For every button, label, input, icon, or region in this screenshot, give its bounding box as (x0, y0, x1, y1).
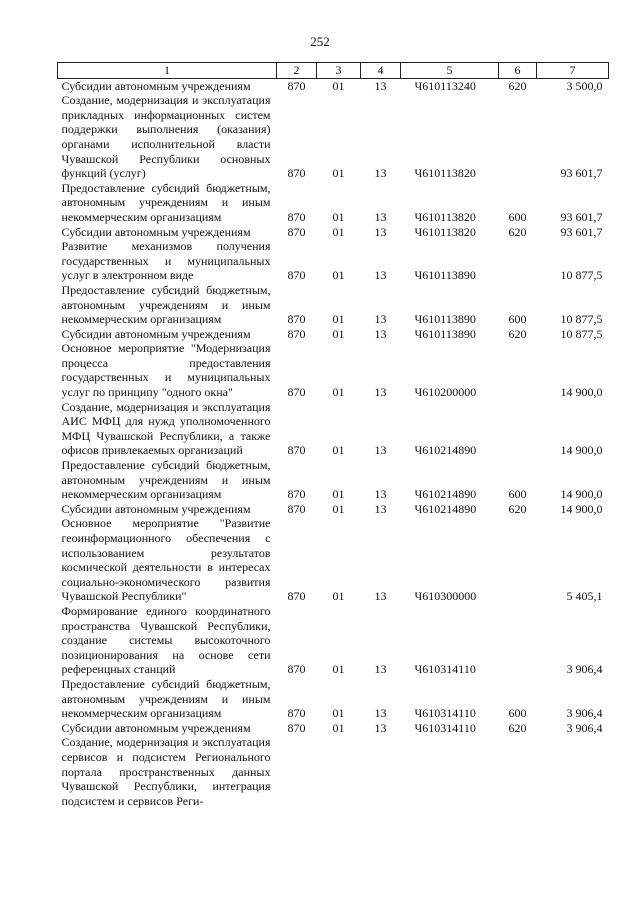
amount: 14 900,0 (560, 501, 603, 516)
amount: 93 601,7 (560, 166, 603, 181)
amount: 3 906,4 (566, 662, 603, 677)
expense-type: 600 (508, 312, 527, 327)
target-article: Ч610113240 (414, 78, 476, 93)
subsection-code (361, 735, 401, 808)
table-row (58, 516, 609, 604)
ministry-code: 870 (287, 166, 306, 181)
col-header-5: 5 (401, 63, 499, 79)
table-row (58, 604, 609, 677)
ministry-code: 870 (287, 443, 306, 458)
target-article: Ч610214890 (414, 443, 477, 458)
target-article: Ч610200000 (414, 385, 477, 400)
row-name: Создание, модернизация и эксплуатация АИС МФЦ для нужд уполномоченного МФЦ Чувашской Республики, а также офисов привлекаемых организаций (61, 399, 271, 458)
row-name: Развитие механизмов получения государственных и муниципальных услуг в электронном виде (61, 239, 271, 283)
expense-type (499, 341, 537, 399)
target-article: Ч610113890 (414, 268, 476, 283)
table-row (58, 93, 609, 181)
table-row (58, 181, 609, 225)
header-row (58, 63, 609, 79)
expense-type (499, 516, 537, 604)
col-header-4: 4 (361, 63, 401, 79)
ministry-code: 870 (287, 268, 306, 283)
expense-type: 620 (508, 720, 527, 735)
col-header-3: 3 (317, 63, 361, 79)
expense-type: 620 (508, 501, 527, 516)
target-article (401, 735, 499, 808)
section-code: 01 (332, 209, 345, 224)
section-code: 01 (332, 166, 345, 181)
ministry-code: 870 (287, 312, 306, 327)
expense-type (499, 604, 537, 677)
target-article: Ч610113820 (414, 209, 476, 224)
amount: 10 877,5 (560, 312, 603, 327)
section-code: 01 (332, 443, 345, 458)
target-article: Ч610314110 (414, 706, 476, 721)
target-article: Ч610214890 (414, 501, 477, 516)
expense-type: 620 (508, 224, 527, 239)
subsection-code: 13 (374, 706, 387, 721)
table-row (58, 239, 609, 283)
ministry-code: 870 (287, 589, 306, 604)
table-row (58, 458, 609, 502)
table-row (58, 735, 609, 808)
row-name: Субсидии автономным учреждениям (61, 501, 251, 516)
expense-type (499, 93, 537, 181)
section-code: 01 (332, 720, 345, 735)
section-code: 01 (332, 662, 345, 677)
expense-type: 620 (508, 78, 527, 93)
expense-type (499, 400, 537, 458)
ministry-code: 870 (287, 209, 306, 224)
row-name: Субсидии автономным учреждениям (61, 78, 251, 93)
target-article: Ч610300000 (414, 589, 477, 604)
ministry-code: 870 (287, 326, 306, 341)
amount: 3 906,4 (566, 720, 603, 735)
expense-type (499, 239, 537, 283)
row-name: Основное мероприятие "Модернизация процесса предоставления государственных и муниципальных услуг по принципу "одного окна" (61, 341, 271, 400)
amount: 3 906,4 (566, 706, 603, 721)
amount: 3 500,0 (566, 78, 603, 93)
row-name: Субсидии автономным учреждениям (61, 720, 251, 735)
table-row (58, 400, 609, 458)
target-article: Ч610113890 (414, 312, 476, 327)
target-article: Ч610314110 (414, 720, 476, 735)
section-code: 01 (332, 224, 345, 239)
row-name: Предоставление субсидий бюджетным, автономным учреждениям и иным некоммерческим организациям (61, 676, 271, 721)
ministry-code: 870 (287, 501, 306, 516)
ministry-code: 870 (287, 720, 306, 735)
subsection-code: 13 (374, 326, 387, 341)
table-row (58, 327, 609, 342)
table-row (58, 502, 609, 517)
col-header-1: 1 (58, 63, 277, 79)
col-header-6: 6 (499, 63, 537, 79)
section-code: 01 (332, 326, 345, 341)
section-code: 01 (332, 385, 345, 400)
subsection-code: 13 (374, 487, 387, 502)
amount: 5 405,1 (566, 589, 603, 604)
subsection-code: 13 (374, 385, 387, 400)
expense-type (499, 735, 537, 808)
row-name: Субсидии автономным учреждениям (61, 326, 251, 341)
row-name: Предоставление субсидий бюджетным, автономным учреждениям и иным некоммерческим организациям (61, 458, 271, 502)
col-header-7: 7 (537, 63, 609, 79)
ministry-code: 870 (287, 224, 306, 239)
row-name: Основное мероприятие "Развитие геоинформационного обеспечения с использованием результатов космической деятельности в интересах социально-экономического развития Чувашской Республики" (61, 516, 271, 604)
subsection-code: 13 (374, 312, 387, 327)
row-name: Создание, модернизация и эксплуатация прикладных информационных систем поддержки выполнения (оказания) органами исполнительной власти Чувашской Республики основных функций (услуг) (61, 93, 271, 181)
subsection-code: 13 (374, 589, 387, 604)
subsection-code: 13 (374, 224, 387, 239)
expense-type: 600 (508, 209, 527, 224)
table-row (58, 78, 609, 93)
subsection-code: 13 (374, 78, 387, 93)
section-code: 01 (332, 268, 345, 283)
target-article: Ч610113820 (414, 224, 476, 239)
ministry-code (277, 735, 317, 808)
amount: 10 877,5 (560, 268, 603, 283)
section-code: 01 (332, 589, 345, 604)
table-row (58, 283, 609, 327)
section-code: 01 (332, 487, 345, 502)
table-row (58, 225, 609, 240)
expense-type: 600 (508, 706, 527, 721)
expense-type: 600 (508, 487, 527, 502)
amount: 14 900,0 (560, 385, 603, 400)
row-name: Предоставление субсидий бюджетным, автономным учреждениям и иным некоммерческим организациям (61, 180, 271, 224)
target-article: Ч610314110 (414, 662, 476, 677)
table-row (58, 341, 609, 399)
ministry-code: 870 (287, 706, 306, 721)
subsection-code: 13 (374, 268, 387, 283)
amount: 14 900,0 (560, 487, 603, 502)
ministry-code: 870 (287, 78, 306, 93)
amount: 93 601,7 (560, 209, 603, 224)
expense-type: 620 (508, 326, 527, 341)
section-code: 01 (332, 312, 345, 327)
row-name: Создание, модернизация и эксплуатация сервисов и подсистем Регионального портала пространственных данных Чувашской Республики, интеграция подсистем и сервисов Реги- (61, 735, 271, 808)
subsection-code: 13 (374, 501, 387, 516)
amount: 10 877,5 (560, 326, 603, 341)
amount: 14 900,0 (560, 443, 603, 458)
section-code: 01 (332, 706, 345, 721)
target-article: Ч610214890 (414, 487, 477, 502)
page-number: 252 (310, 34, 330, 49)
subsection-code: 13 (374, 662, 387, 677)
amount (537, 735, 609, 808)
section-code: 01 (332, 78, 345, 93)
target-article: Ч610113820 (414, 166, 476, 181)
ministry-code: 870 (287, 385, 306, 400)
row-name: Субсидии автономным учреждениям (61, 224, 251, 239)
target-article: Ч610113890 (414, 326, 476, 341)
row-name: Формирование единого координатного пространства Чувашской Республики, создание системы высокоточного позиционирования на основе сети референцных станций (61, 603, 271, 677)
ministry-code: 870 (287, 487, 306, 502)
section-code (317, 735, 361, 808)
subsection-code: 13 (374, 443, 387, 458)
subsection-code: 13 (374, 166, 387, 181)
table-row (58, 677, 609, 721)
ministry-code: 870 (287, 662, 306, 677)
subsection-code: 13 (374, 720, 387, 735)
budget-table (57, 62, 609, 808)
section-code: 01 (332, 501, 345, 516)
row-name: Предоставление субсидий бюджетным, автономным учреждениям и иным некоммерческим организациям (61, 282, 271, 327)
table-row (58, 721, 609, 736)
col-header-2: 2 (277, 63, 317, 79)
amount: 93 601,7 (560, 224, 603, 239)
subsection-code: 13 (374, 209, 387, 224)
